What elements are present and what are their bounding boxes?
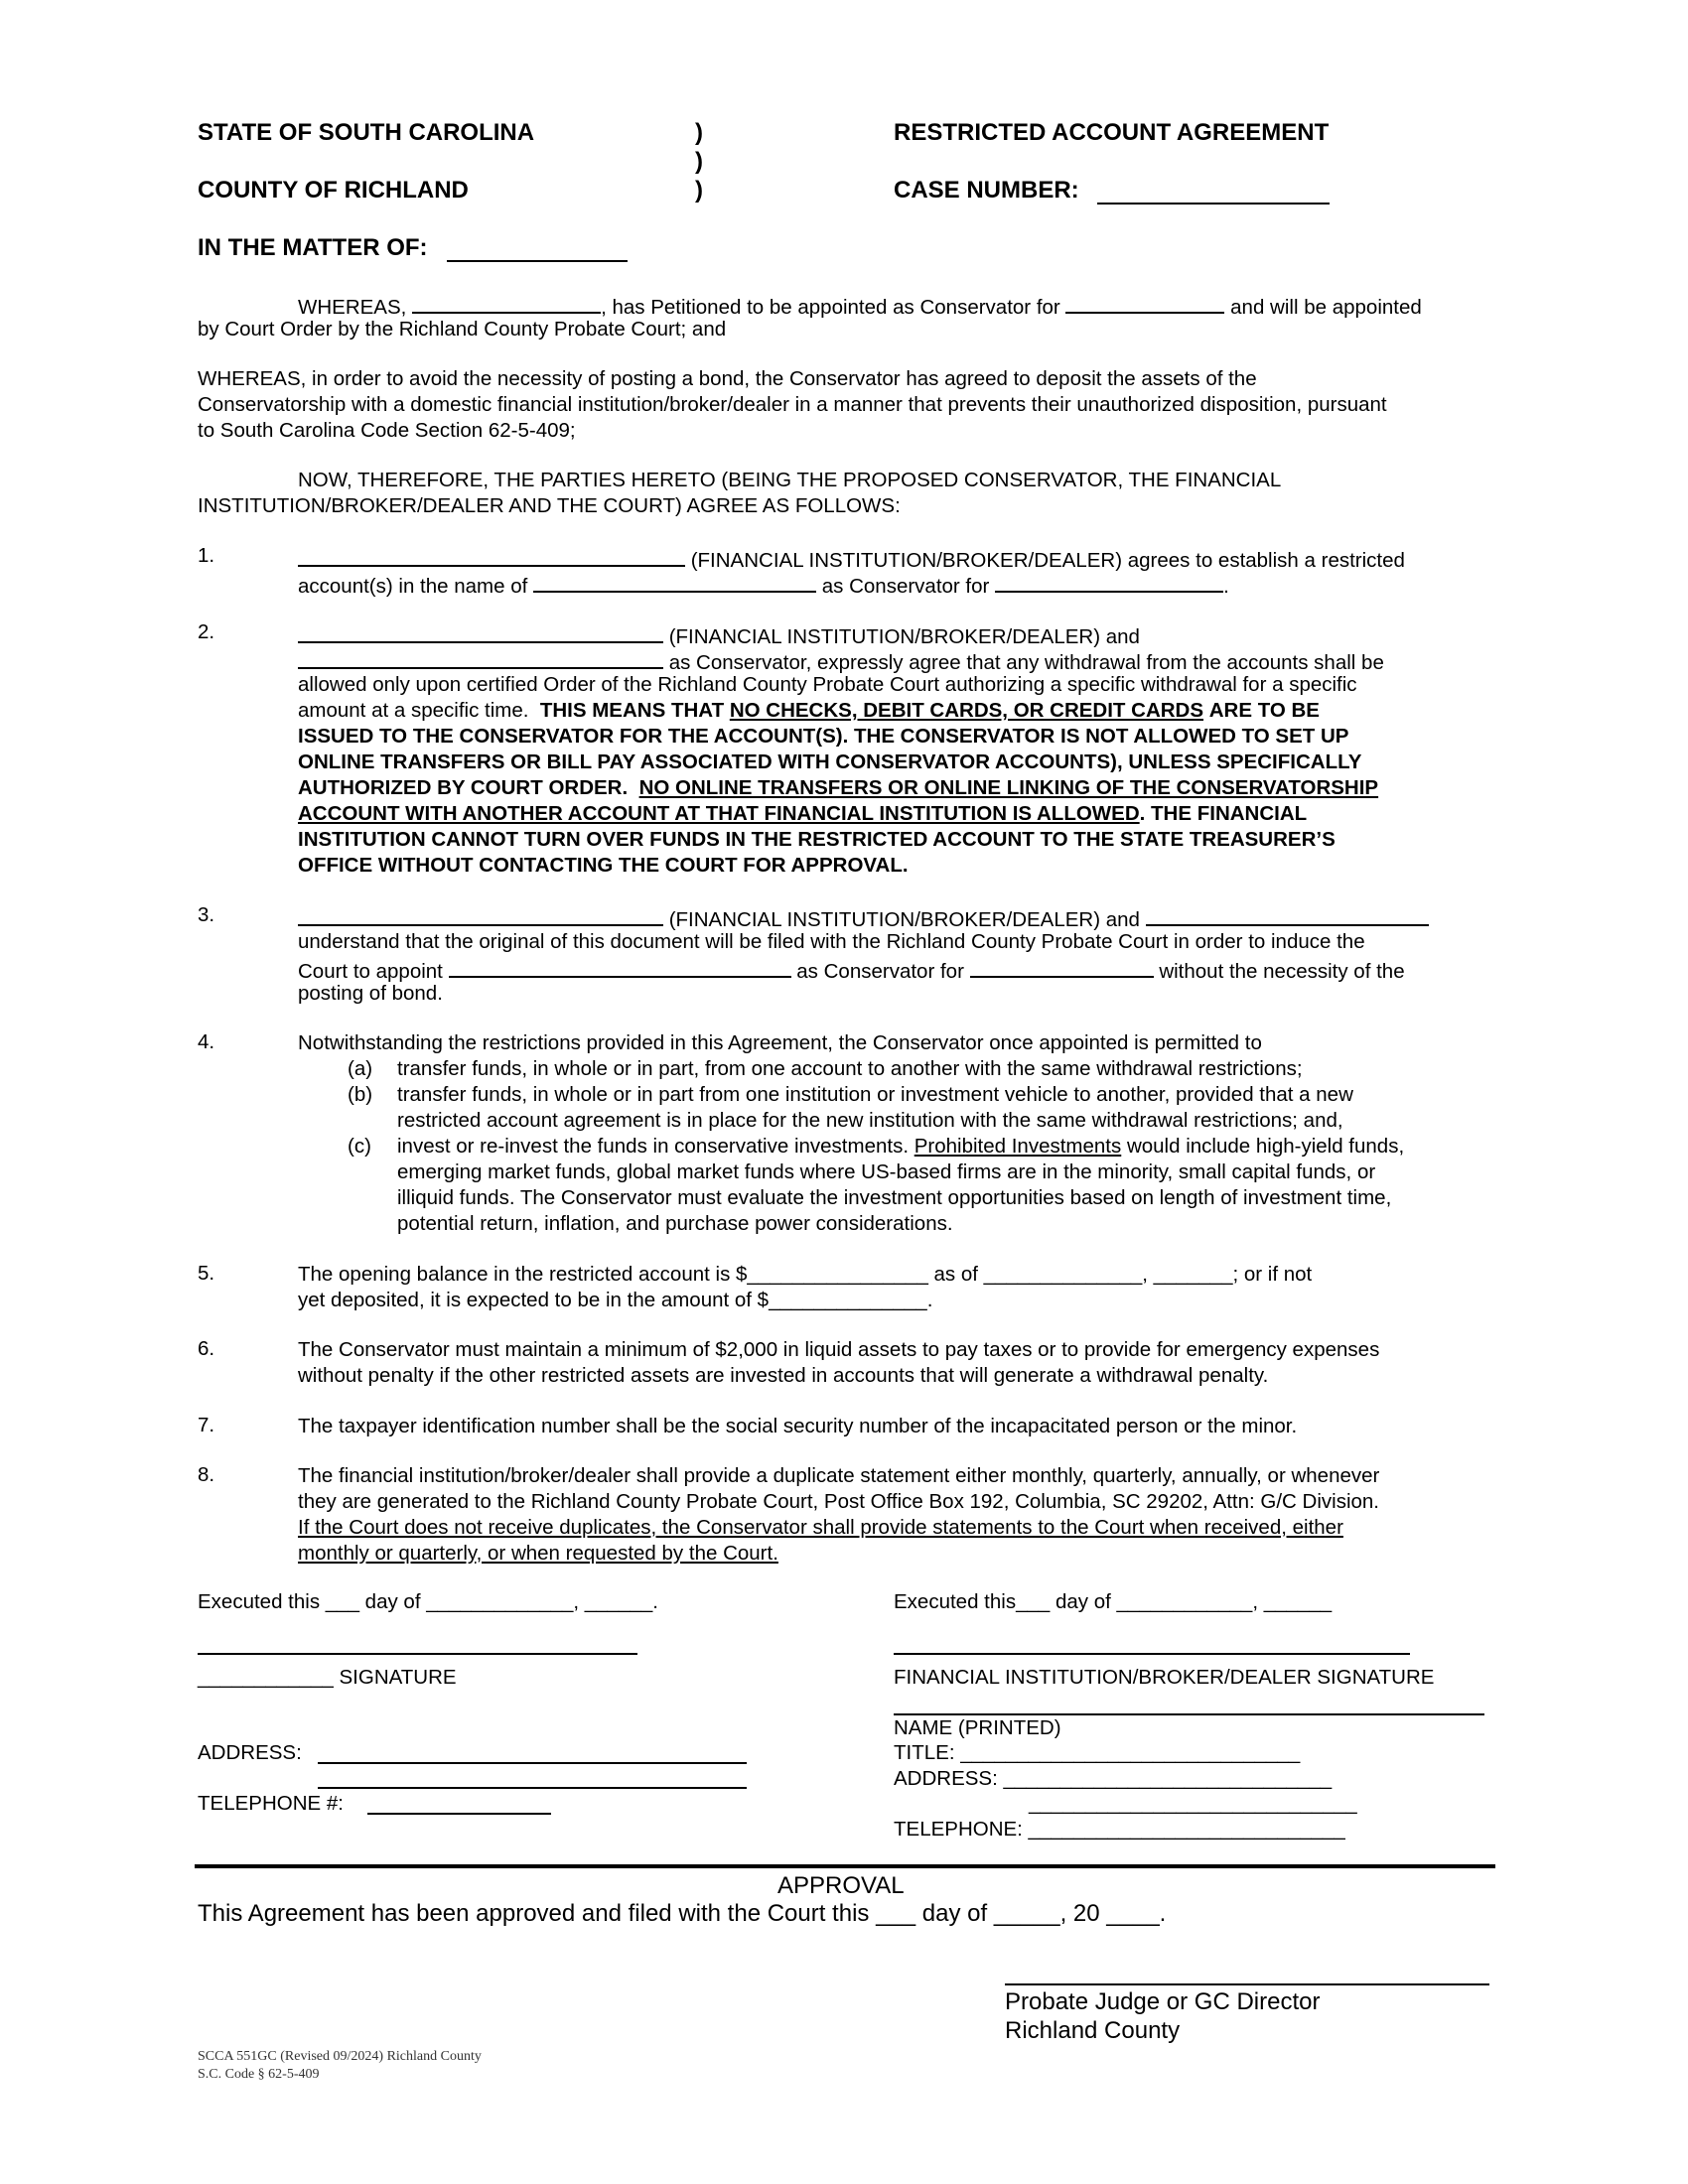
item-number: 8.	[198, 1463, 215, 1486]
item-8-line-2: they are generated to the Richland County Probate Court, Post Office Box 192, Columbia, SC 29202, Attn: G/C Division.	[298, 1490, 1379, 1513]
item-4a-label: (a)	[348, 1057, 373, 1080]
address-field[interactable]	[318, 1762, 747, 1764]
item-6-line-1: The Conservator must maintain a minimum of $2,000 in liquid assets to pay taxes or to provide for emergency expenses	[298, 1338, 1380, 1361]
item-number: 1.	[198, 544, 215, 567]
item-2-bold: ISSUED TO THE CONSERVATOR FOR THE ACCOUNT(S). THE CONSERVATOR IS NOT ALLOWED TO SET UP	[298, 725, 1349, 748]
item-4c-label: (c)	[348, 1135, 371, 1158]
judge-title: Probate Judge or GC Director	[1005, 1988, 1321, 2015]
item-3-line-3	[298, 955, 1405, 985]
item-2-line-6	[298, 750, 1361, 775]
item-number: 6.	[198, 1337, 215, 1360]
fi-signature-label: FINANCIAL INSTITUTION/BROKER/DEALER SIGNATURE	[894, 1666, 1435, 1689]
item-3-line-2: understand that the original of this document will be filed with the Richland County Probate Court in order to induce the	[298, 930, 1365, 953]
whereas-1-text: WHEREAS,	[298, 296, 407, 319]
executed-right[interactable]: Executed this___ day of ____________, ______	[894, 1590, 1333, 1613]
item-3-text: without the necessity of the	[1159, 960, 1405, 983]
item-4c-line-1	[397, 1134, 1404, 1160]
executed-left[interactable]: Executed this ___ day of _____________, ______.	[198, 1590, 658, 1613]
institution-field[interactable]	[298, 620, 663, 643]
item-1-text: account(s) in the name of	[298, 575, 528, 598]
telephone-field[interactable]	[367, 1813, 551, 1815]
conservator-field[interactable]	[1146, 903, 1429, 926]
signature-label: ____________ SIGNATURE	[198, 1666, 457, 1689]
petitioner-field[interactable]	[412, 291, 601, 314]
fi-signature-line[interactable]	[894, 1653, 1410, 1655]
item-number: 7.	[198, 1414, 215, 1436]
item-2-bold-underline: NO ONLINE TRANSFERS OR ONLINE LINKING OF THE CONSERVATORSHIP	[638, 776, 1379, 799]
item-4b-label: (b)	[348, 1083, 373, 1106]
name-printed-label: NAME (PRINTED)	[894, 1716, 1061, 1739]
institution-field[interactable]	[298, 903, 663, 926]
item-4c-line-4: potential return, inflation, and purchase power considerations.	[397, 1212, 953, 1235]
item-4a-text: transfer funds, in whole or in part, from one account to another with the same withdrawal restrictions;	[397, 1057, 1303, 1080]
appointee-field[interactable]	[449, 955, 791, 978]
item-number: 3.	[198, 903, 215, 926]
conservator-field[interactable]	[298, 646, 663, 669]
item-2-bold: AUTHORIZED BY COURT ORDER.	[298, 776, 629, 799]
whereas-1-text: , has Petitioned to be appointed as Conservator for	[601, 296, 1060, 319]
item-4c-line-2: emerging market funds, global market funds where US-based firms are in the minority, small capital funds, or	[397, 1160, 1376, 1183]
county-label: COUNTY OF RICHLAND	[198, 177, 469, 204]
item-2-text: as Conservator, expressly agree that any withdrawal from the accounts shall be	[668, 651, 1384, 674]
item-8-line-1: The financial institution/broker/dealer shall provide a duplicate statement either monthly, quarterly, annually, or whenever	[298, 1464, 1380, 1487]
item-2-bold: THIS MEANS THAT	[539, 699, 725, 722]
item-4b-line-1: transfer funds, in whole or in part from one institution or investment vehicle to another, provided that a new	[397, 1083, 1353, 1106]
item-6-line-2: without penalty if the other restricted assets are invested in accounts that will generate a withdrawal penalty.	[298, 1364, 1269, 1387]
item-4c-text: would include high-yield funds,	[1126, 1135, 1405, 1158]
case-number-label: CASE NUMBER:	[894, 177, 1079, 204]
item-4b-line-2: restricted account agreement is in place for the new institution with the same withdrawal restrictions; and,	[397, 1109, 1343, 1132]
matter-label: IN THE MATTER OF:	[198, 234, 428, 261]
whereas-1-text: and will be appointed	[1230, 296, 1422, 319]
item-2-text: amount at a specific time.	[298, 699, 529, 722]
item-2-line-7	[298, 775, 1378, 801]
approval-divider	[195, 1864, 1495, 1868]
item-2-text: (FINANCIAL INSTITUTION/BROKER/DEALER) and	[668, 625, 1140, 648]
whereas-2-line-3: to South Carolina Code Section 62-5-409;	[198, 419, 576, 442]
fi-address-field[interactable]: ADDRESS: _____________________________	[894, 1767, 1333, 1790]
item-number: 5.	[198, 1262, 215, 1285]
institution-field[interactable]	[298, 544, 685, 567]
now-therefore-line-1: NOW, THEREFORE, THE PARTIES HERETO (BEING THE PROPOSED CONSERVATOR, THE FINANCIAL	[298, 469, 1282, 491]
form-title: RESTRICTED ACCOUNT AGREEMENT	[894, 119, 1330, 146]
item-2-bold: OFFICE WITHOUT CONTACTING THE COURT FOR APPROVAL.	[298, 854, 909, 877]
case-number-field[interactable]	[1097, 203, 1330, 205]
caption-paren: )	[695, 119, 703, 146]
item-1-text: (FINANCIAL INSTITUTION/BROKER/DEALER) agrees to establish a restricted	[690, 549, 1405, 572]
conservatee-field[interactable]	[995, 570, 1223, 593]
address-label: ADDRESS:	[198, 1741, 302, 1764]
account-name-field[interactable]	[533, 570, 816, 593]
item-3-text: (FINANCIAL INSTITUTION/BROKER/DEALER) and	[668, 908, 1140, 931]
whereas-1-cont: by Court Order by the Richland County Probate Court; and	[198, 318, 727, 341]
item-8-line-4: monthly or quarterly, or when requested by the Court.	[298, 1542, 778, 1565]
fi-telephone-field[interactable]: TELEPHONE: ____________________________	[894, 1818, 1345, 1841]
caption-paren: )	[695, 148, 703, 175]
item-2-bold-underline: ACCOUNT WITH ANOTHER ACCOUNT AT THAT FINANCIAL INSTITUTION IS ALLOWED	[298, 802, 1140, 825]
item-2-bold: . THE FINANCIAL	[1139, 802, 1308, 825]
ward-field[interactable]	[1065, 291, 1224, 314]
item-2-bold-underline: NO CHECKS, DEBIT CARDS, OR CREDIT CARDS	[729, 699, 1204, 722]
item-2-line-10	[298, 853, 909, 879]
approval-text[interactable]: This Agreement has been approved and filed with the Court this ___ day of _____, 20 ____.	[198, 1900, 1167, 1927]
item-3-text: Court to appoint	[298, 960, 443, 983]
title-field[interactable]: TITLE: ______________________________	[894, 1741, 1301, 1764]
item-number: 2.	[198, 620, 215, 643]
item-4-intro: Notwithstanding the restrictions provided in this Agreement, the Conservator once appointed is permitted to	[298, 1031, 1262, 1054]
whereas-2-line-1: WHEREAS, in order to avoid the necessity of posting a bond, the Conservator has agreed to deposit the assets of the	[198, 367, 1257, 390]
item-1-text: as Conservator for	[821, 575, 990, 598]
item-3-text: as Conservator for	[796, 960, 964, 983]
fi-address-field-2[interactable]: _____________________________	[1029, 1792, 1357, 1815]
item-3-line-4: posting of bond.	[298, 982, 443, 1005]
state-label: STATE OF SOUTH CAROLINA	[198, 119, 535, 146]
whereas-2-line-2: Conservatorship with a domestic financial institution/broker/dealer in a manner that prevents their unauthorized disposition, pursuant	[198, 393, 1387, 416]
item-2-line-5	[298, 724, 1348, 750]
item-2-line-4	[298, 698, 1320, 724]
item-2-line-3: allowed only upon certified Order of the Richland County Probate Court authorizing a specific withdrawal for a specific	[298, 673, 1357, 696]
item-2-line-8	[298, 801, 1307, 827]
address-field-2[interactable]	[318, 1787, 747, 1789]
form-number: SCCA 551GC (Revised 09/2024) Richland County	[198, 2049, 482, 2064]
item-4c-line-3: illiquid funds. The Conservator must evaluate the investment opportunities based on length of investment time,	[397, 1186, 1392, 1209]
item-1-line-2	[298, 570, 1229, 600]
prohibited-investments: Prohibited Investments	[914, 1135, 1122, 1158]
item-1-text: .	[1223, 575, 1229, 598]
matter-field[interactable]	[447, 260, 628, 262]
item-4c-text: invest or re-invest the funds in conservative investments.	[397, 1135, 910, 1158]
code-reference: S.C. Code § 62-5-409	[198, 2067, 320, 2082]
item-8-line-3: If the Court does not receive duplicates, the Conservator shall provide statements to the Court when received, either	[298, 1516, 1343, 1539]
item-7-text: The taxpayer identification number shall be the social security number of the incapacitated person or the minor.	[298, 1415, 1298, 1437]
signature-line[interactable]	[198, 1653, 637, 1655]
judge-signature-line[interactable]	[1005, 1983, 1489, 1985]
judge-county: Richland County	[1005, 2017, 1181, 2044]
telephone-label: TELEPHONE #:	[198, 1792, 344, 1815]
item-2-line-9	[298, 827, 1336, 853]
item-2-bold: INSTITUTION CANNOT TURN OVER FUNDS IN THE RESTRICTED ACCOUNT TO THE STATE TREASURER’S	[298, 828, 1336, 851]
item-5-line-2[interactable]: yet deposited, it is expected to be in the amount of $______________.	[298, 1289, 933, 1311]
caption-paren: )	[695, 177, 703, 204]
now-therefore-line-2: INSTITUTION/BROKER/DEALER AND THE COURT) AGREE AS FOLLOWS:	[198, 494, 901, 517]
item-2-bold: ONLINE TRANSFERS OR BILL PAY ASSOCIATED WITH CONSERVATOR ACCOUNTS), UNLESS SPECIFICALLY	[298, 751, 1362, 773]
approval-heading: APPROVAL	[777, 1872, 905, 1899]
item-2-bold: ARE TO BE	[1208, 699, 1320, 722]
item-5-line-1[interactable]: The opening balance in the restricted account is $________________ as of ______________, _______; or if not	[298, 1263, 1313, 1286]
conservatee-field[interactable]	[970, 955, 1154, 978]
item-number: 4.	[198, 1030, 215, 1053]
